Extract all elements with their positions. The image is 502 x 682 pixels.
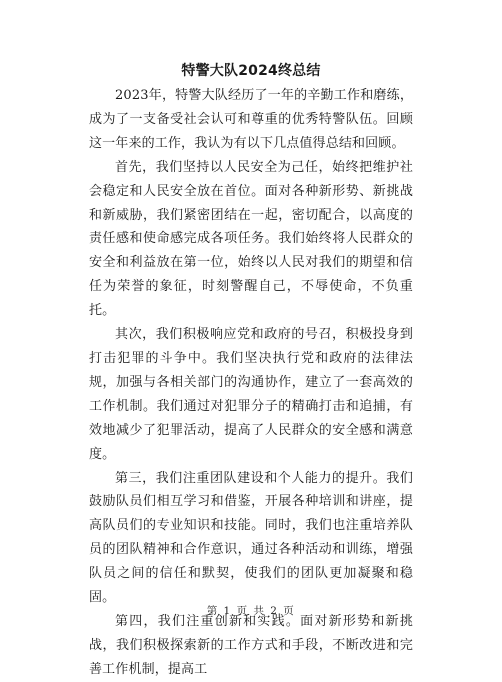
- page-number-footer: 第 1 页 共 2 页: [206, 605, 296, 617]
- paragraph-intro: 2023年，特警大队经历了一年的辛勤工作和磨练，成为了一支备受社会认可和尊重的优秀特警队伍。回顾这一年来的工作，我认为有以下几点值得总结和回顾。: [89, 88, 413, 151]
- document-body: [89, 84, 413, 682]
- paragraph-second: 其次，我们积极响应党和政府的号召，积极投身到打击犯罪的斗争中。我们坚决执行党和政府的法律法规，加强与各相关部门的沟通协作，建立了一套高效的工作机制。我们通过对犯罪分子的精确打击和追捕，有效地减少了犯罪活动，提高了人民群众的安全感和满意度。: [89, 327, 413, 462]
- paragraph-first: 首先，我们坚持以人民安全为己任，始终把维护社会稳定和人民安全放在首位。面对各种新形势、新挑战和新威胁，我们紧密团结在一起，密切配合，以高度的责任感和使命感完成各项任务。我们始终将人民群众的安全和利益放在第一位，始终以人民对我们的期望和信任为荣誉的象征，时刻警醒自己，不辱使命，不负重托。: [89, 159, 413, 319]
- paragraph-third: 第三，我们注重团队建设和个人能力的提升。我们鼓励队员们相互学习和借鉴，开展各种培训和讲座，提高队员们的专业知识和技能。同时，我们也注重培养队员的团队精神和合作意识，通过各种活动和训练，增强队员之间的信任和默契，使我们的团队更加凝聚和稳固。: [89, 470, 413, 606]
- paragraph-fourth: 第四，我们注重创新和实践。面对新形势和新挑战，我们积极探索新的工作方式和手段，不断改进和完善工作机制，提高工: [89, 613, 413, 677]
- document-title: 特警大队2024终总结: [181, 63, 321, 79]
